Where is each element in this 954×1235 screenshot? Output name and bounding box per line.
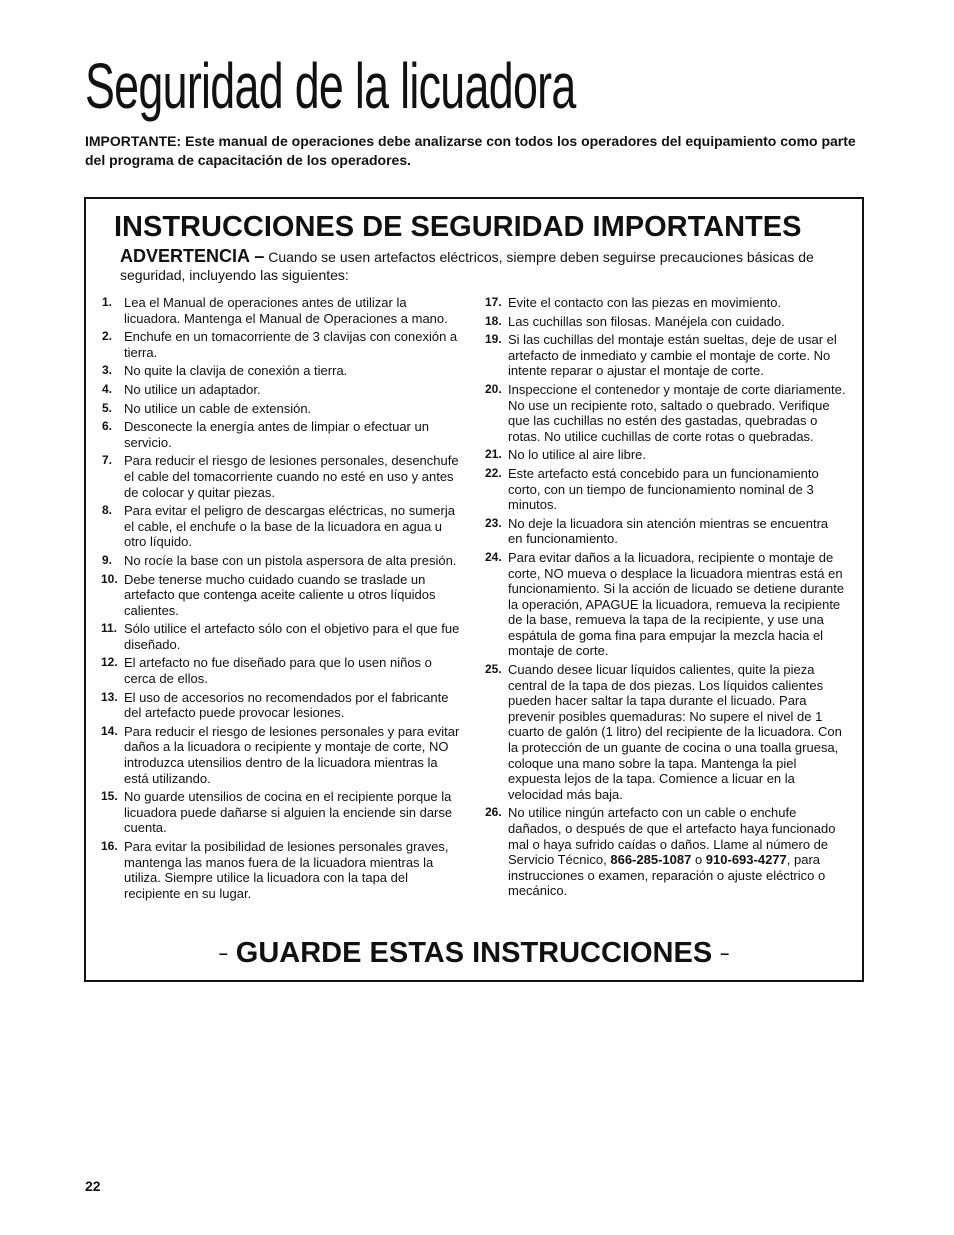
- list-item: [486, 295, 846, 311]
- item-number: 15.: [101, 789, 118, 804]
- list-item: [102, 553, 462, 569]
- list-item: [102, 572, 462, 619]
- item-text: El uso de accesorios no recomendados por el fabricante del artefacto puede provocar lesiones.: [124, 689, 449, 721]
- footer-text: GUARDE ESTAS INSTRUCCIONES: [235, 937, 713, 969]
- list-item: [102, 839, 462, 901]
- save-instructions-footer: [86, 935, 862, 972]
- list-item: [102, 363, 462, 379]
- item-text: Lea el Manual de operaciones antes de utilizar la licuadora. Mantenga el Manual de Operaciones a mano.: [124, 295, 448, 326]
- service-phone-1: 866-285-1087: [610, 852, 692, 868]
- footer-dash-right: –: [720, 945, 730, 963]
- item-number: 14.: [101, 723, 118, 738]
- intro-text: IMPORTANTE: Este manual de operaciones debe analizarse con todos los operadores del equipamiento como parte del programa de capacitación de los operadores.: [85, 133, 856, 168]
- item-text: No quite la clavija de conexión a tierra.: [124, 363, 348, 379]
- list-item: [102, 690, 462, 721]
- item-text: Para evitar el peligro de descargas eléctricas, no sumerja el cable, el enchufe o la base de la licuadora en agua u otro líquido.: [124, 503, 455, 550]
- item-text: El artefacto no fue diseñado para que lo usen niños o cerca de ellos.: [124, 655, 432, 687]
- list-item: [102, 453, 462, 500]
- item-text: Para evitar la posibilidad de lesiones personales graves, mantenga las manos fuera de la licuadora mientras la utiliza. Siempre utilice la licuadora con la tapa del recipiente en su lugar.: [124, 839, 449, 901]
- item-text: No deje la licuadora sin atención mientras se encuentra en funcionamiento.: [508, 515, 829, 547]
- list-item: [486, 466, 846, 513]
- item-text: o: [691, 852, 706, 868]
- item-number: 10.: [101, 571, 118, 586]
- item-number: 22.: [485, 465, 502, 480]
- item-text: Enchufe en un tomacorriente de 3 clavijas con conexión a tierra.: [124, 329, 458, 360]
- item-number: 4.: [102, 381, 113, 396]
- warning-label: ADVERTENCIA –: [120, 246, 265, 266]
- item-number: 20.: [485, 381, 502, 396]
- page-title: Seguridad de la licuadora: [85, 50, 576, 122]
- item-number: 8.: [102, 503, 113, 518]
- list-item: [102, 295, 462, 326]
- list-item: [486, 314, 846, 330]
- instruction-list-right: [486, 295, 846, 902]
- item-number: 19.: [485, 332, 502, 347]
- list-item: [486, 550, 846, 659]
- item-text: Debe tenerse mucho cuidado cuando se traslade un artefacto que contenga aceite caliente u otros líquidos calientes.: [124, 571, 436, 618]
- list-item: [102, 503, 462, 550]
- warning-paragraph: [120, 247, 835, 284]
- item-number: 17.: [485, 295, 502, 309]
- list-item: [102, 724, 462, 786]
- list-item: [102, 419, 462, 450]
- list-item: [102, 329, 462, 360]
- instruction-list-left: [102, 295, 462, 904]
- item-text: Para reducir el riesgo de lesiones personales y para evitar daños a la licuadora o recipiente y montaje de corte, NO introduzca utensilios dentro de la licuadora mientras la está utilizando.: [124, 723, 460, 786]
- list-item: [486, 805, 846, 899]
- item-number: 11.: [101, 621, 118, 636]
- item-number: 23.: [485, 515, 502, 530]
- list-item: [486, 332, 846, 379]
- list-item: [102, 401, 462, 417]
- item-text: Sólo utilice el artefacto sólo con el objetivo para el que fue diseñado.: [124, 621, 460, 652]
- footer-dash-left: –: [218, 945, 228, 963]
- item-text: Las cuchillas son filosas. Manéjela con cuidado.: [508, 313, 785, 329]
- list-item: [486, 662, 846, 802]
- item-number: 12.: [101, 655, 118, 670]
- item-text: Si las cuchillas del montaje están sueltas, deje de usar el artefacto de inmediato y cambie el montaje de corte. No intente reparar o ajustar el montaje de corte.: [508, 332, 837, 379]
- item-number: 5.: [102, 400, 113, 415]
- service-phone-2: 910-693-4277: [705, 852, 787, 868]
- item-number: 25.: [485, 662, 502, 677]
- item-text: Desconecte la energía antes de limpiar o efectuar un servicio.: [124, 419, 429, 450]
- box-heading: INSTRUCCIONES DE SEGURIDAD IMPORTANTES: [114, 211, 802, 243]
- item-text: Evite el contacto con las piezas en movimiento.: [508, 295, 782, 310]
- list-item: [102, 621, 462, 652]
- item-number: 3.: [102, 363, 113, 378]
- list-item: [102, 655, 462, 686]
- item-number: 13.: [101, 689, 118, 704]
- item-number: 26.: [485, 805, 502, 820]
- item-text: No utilice un cable de extensión.: [124, 400, 312, 416]
- item-text: No lo utilice al aire libre.: [508, 447, 647, 463]
- item-text: Para reducir el riesgo de lesiones personales, desenchufe el cable del tomacorriente cuando no esté en uso y antes de colocar y quitar piezas.: [124, 453, 459, 500]
- warning-text: Cuando se usen artefactos eléctricos, siempre deben seguirse precauciones básicas de seguridad, incluyendo las siguientes:: [120, 249, 814, 283]
- item-text: No rocíe la base con un pistola aspersora de alta presión.: [124, 552, 457, 568]
- item-text: , para instrucciones o examen, reparación o ajuste eléctrico o mecánico.: [508, 852, 826, 899]
- item-text: No guarde utensilios de cocina en el recipiente porque la licuadora puede dañarse si alguien la enciende sin darse cuenta.: [124, 789, 453, 836]
- safety-instructions-box: [84, 197, 864, 982]
- item-number: 16.: [101, 839, 118, 853]
- item-number: 7.: [102, 453, 113, 468]
- list-item: [486, 516, 846, 547]
- item-text: Inspeccione el contenedor y montaje de corte diariamente. No use un recipiente roto, saltado o quebrado. Verifique que las cuchillas no estén des gastadas, quebradas o rotas. No utilice cuchillas de corte rotas o quebradas.: [508, 381, 846, 444]
- item-text: No utilice un adaptador.: [124, 381, 261, 397]
- list-item: [486, 447, 846, 463]
- item-text: No utilice ningún artefacto con un cable o enchufe dañados, o después de que el artefacto haya funcionado mal o haya sufrido caídas o daños. Llame al número de Servicio Técnico,: [508, 805, 836, 868]
- list-item: [486, 382, 846, 444]
- item-number: 6.: [102, 419, 113, 434]
- item-text: Cuando desee licuar líquidos calientes, quite la pieza central de la tapa de dos piezas. Los líquidos calientes pueden hacer saltar la tapa durante el licuado. Para prevenir posibles quemaduras: No supere el nivel de 1 cuarto de galón (1 litro) del recipiente de la licuadora. Con la protección de un guante de cocina o una toalla gruesa, coloque una mano sobre la tapa. Mantenga la piel expuesta lejos de la tapa. Comience a licuar en la velocidad más baja.: [508, 662, 842, 802]
- list-item: [102, 382, 462, 398]
- list-item: [102, 789, 462, 836]
- item-number: 2.: [102, 329, 113, 344]
- item-number: 18.: [485, 313, 502, 328]
- page-number: 22: [85, 1178, 101, 1194]
- item-number: 9.: [102, 552, 113, 567]
- item-text: Este artefacto está concebido para un funcionamiento corto, con un tiempo de funcionamiento nominal de 3 minutos.: [508, 465, 819, 513]
- item-text: Para evitar daños a la licuadora, recipiente o montaje de corte, NO mueva o desplace la licuadora mientras está en funcionamiento. Si la acción de licuado se detiene durante la operación, APAGUE la licuadora, remueva la recipiente de la base, remueva la tapa de la recipiente, y use una espátula de goma fina para empujar la mezcla hacia el montaje de corte.: [508, 549, 845, 659]
- item-number: 1.: [102, 295, 113, 309]
- item-number: 24.: [485, 549, 502, 564]
- item-number: 21.: [485, 447, 502, 462]
